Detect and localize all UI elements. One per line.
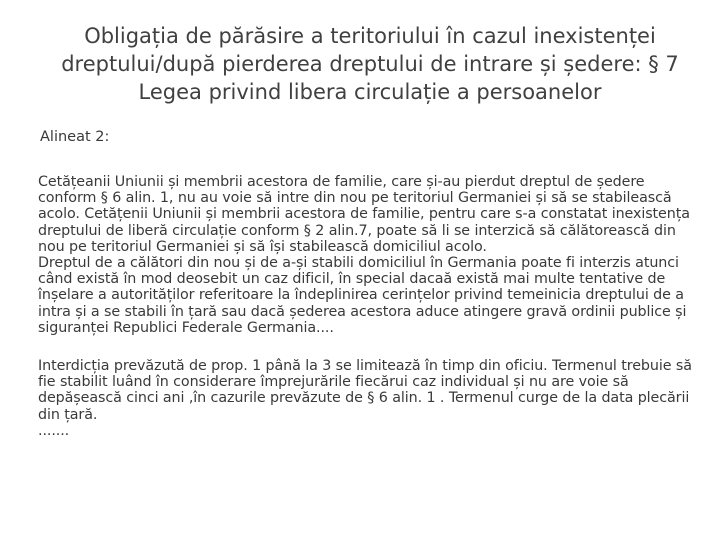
paragraph-spacer: [38, 336, 698, 358]
paragraph-1: Cetățeanii Uniunii și membrii acestora de familie, care și-au pierdut dreptul de ședere conform § 6 alin. 1, nu au voie să intre din nou pe teritoriul Germaniei și să se stabilească acolo. Cetățenii Uniunii și membrii acestora de familie, pentru care s-a constatat inexistența dreptului de liberă circulație conform § 2 alin.7, poate să li se interzică să călătorească din nou pe teritoriul Germaniei și să își stabilească domiciliul acolo.: [38, 174, 690, 255]
slide-title: Obligația de părăsire a teritoriului în cazul inexistenței dreptului/după pierderea dreptului de intrare și ședere: § 7 Legea privind libera circulație a persoanelor: [61, 24, 679, 104]
subheading: Alineat 2:: [40, 129, 110, 145]
paragraph-3: Interdicția prevăzută de prop. 1 până la 3 se limitează în timp din oficiu. Termenul trebuie să fie stabilit luând în considerare împrejurările fiecărui caz individual și nu are voie să depășească cinci ani ,în cazurile prevăzute de § 6 alin. 1 . Termenul curge de la data plecării din țară.: [38, 358, 692, 423]
ellipsis-line: .......: [38, 422, 70, 439]
body-text: [38, 174, 698, 439]
paragraph-2: Dreptul de a călători din nou și de a-și stabili domiciliul în Germania poate fi interzis atunci când există în mod deosebit un caz dificil, în special dacaă există mai multe tentative de înșelare a autorităților referitoare la îndeplinirea cerințelor privind temeinicia dreptului de a intra și a se stabili în țară sau dacă șederea acestora aduce atingere gravă ordinii publice și siguranței Republici Federale Germania....: [38, 255, 687, 336]
